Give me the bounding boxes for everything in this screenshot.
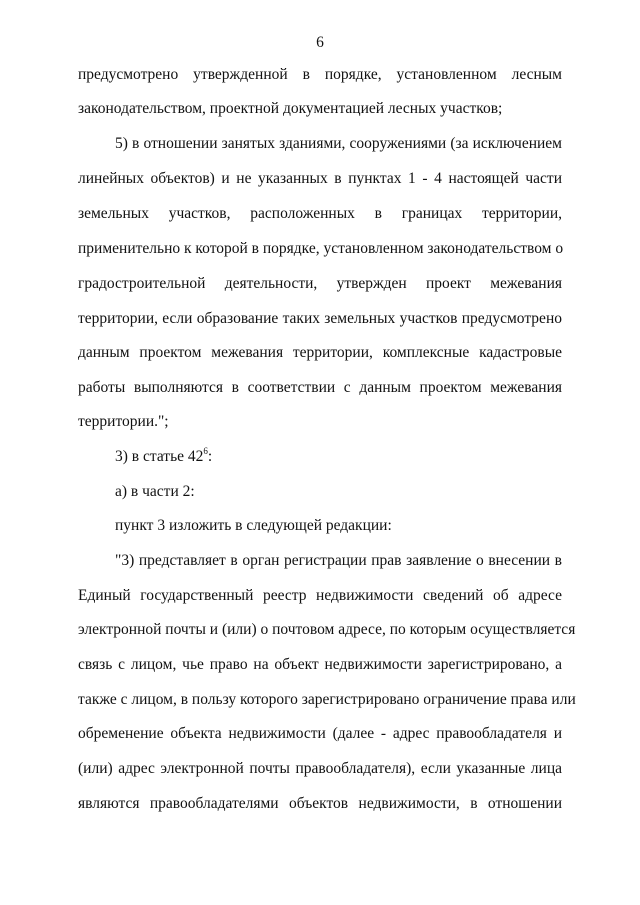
text-line: применительно к которой в порядке, установленном законодательством о <box>78 240 564 257</box>
text-line: предусмотрено утвержденной в порядке, установленном лесным <box>78 66 562 83</box>
text-line: работы выполняются в соответствии с данным проектом межевания <box>78 379 562 396</box>
article-superscript: 6 <box>203 446 208 456</box>
text-line: градостроительной деятельности, утвержден проект межевания <box>78 275 562 292</box>
text-line: пункт 3 изложить в следующей редакции: <box>115 517 392 534</box>
article-heading <box>115 448 562 466</box>
text-line: 5) в отношении занятых зданиями, сооружениями (за исключением <box>115 135 562 152</box>
article-heading-colon: : <box>207 448 213 465</box>
text-line: "3) представляет в орган регистрации прав заявление о внесении в <box>115 552 562 569</box>
text-line: территории."; <box>78 413 169 430</box>
text-line: земельных участков, расположенных в границах территории, <box>78 205 562 222</box>
text-line: территории, если образование таких земельных участков предусмотрено <box>78 310 562 327</box>
page-number: 6 <box>316 34 324 51</box>
text-line: Единый государственный реестр недвижимости сведений об адресе <box>78 587 562 604</box>
text-line: являются правообладателями объектов недвижимости, в отношении <box>78 795 562 812</box>
article-heading-text: 3) в статье 42 <box>115 448 204 465</box>
text-line: данным проектом межевания территории, комплексные кадастровые <box>78 344 562 361</box>
text-line: законодательством, проектной документацией лесных участков; <box>78 100 503 117</box>
text-line: линейных объектов) и не указанных в пунктах 1 - 4 настоящей части <box>78 170 562 187</box>
text-line: а) в части 2: <box>115 483 195 500</box>
text-line: связь с лицом, чье право на объект недвижимости зарегистрировано, а <box>78 656 562 673</box>
text-line: электронной почты и (или) о почтовом адресе, по которым осуществляется <box>78 621 576 638</box>
text-line: (или) адрес электронной почты правообладателя), если указанные лица <box>78 760 562 777</box>
text-line: также с лицом, в пользу которого зарегистрировано ограничение права или <box>78 691 576 708</box>
text-line: обременение объекта недвижимости (далее - адрес правообладателя и <box>78 725 562 742</box>
